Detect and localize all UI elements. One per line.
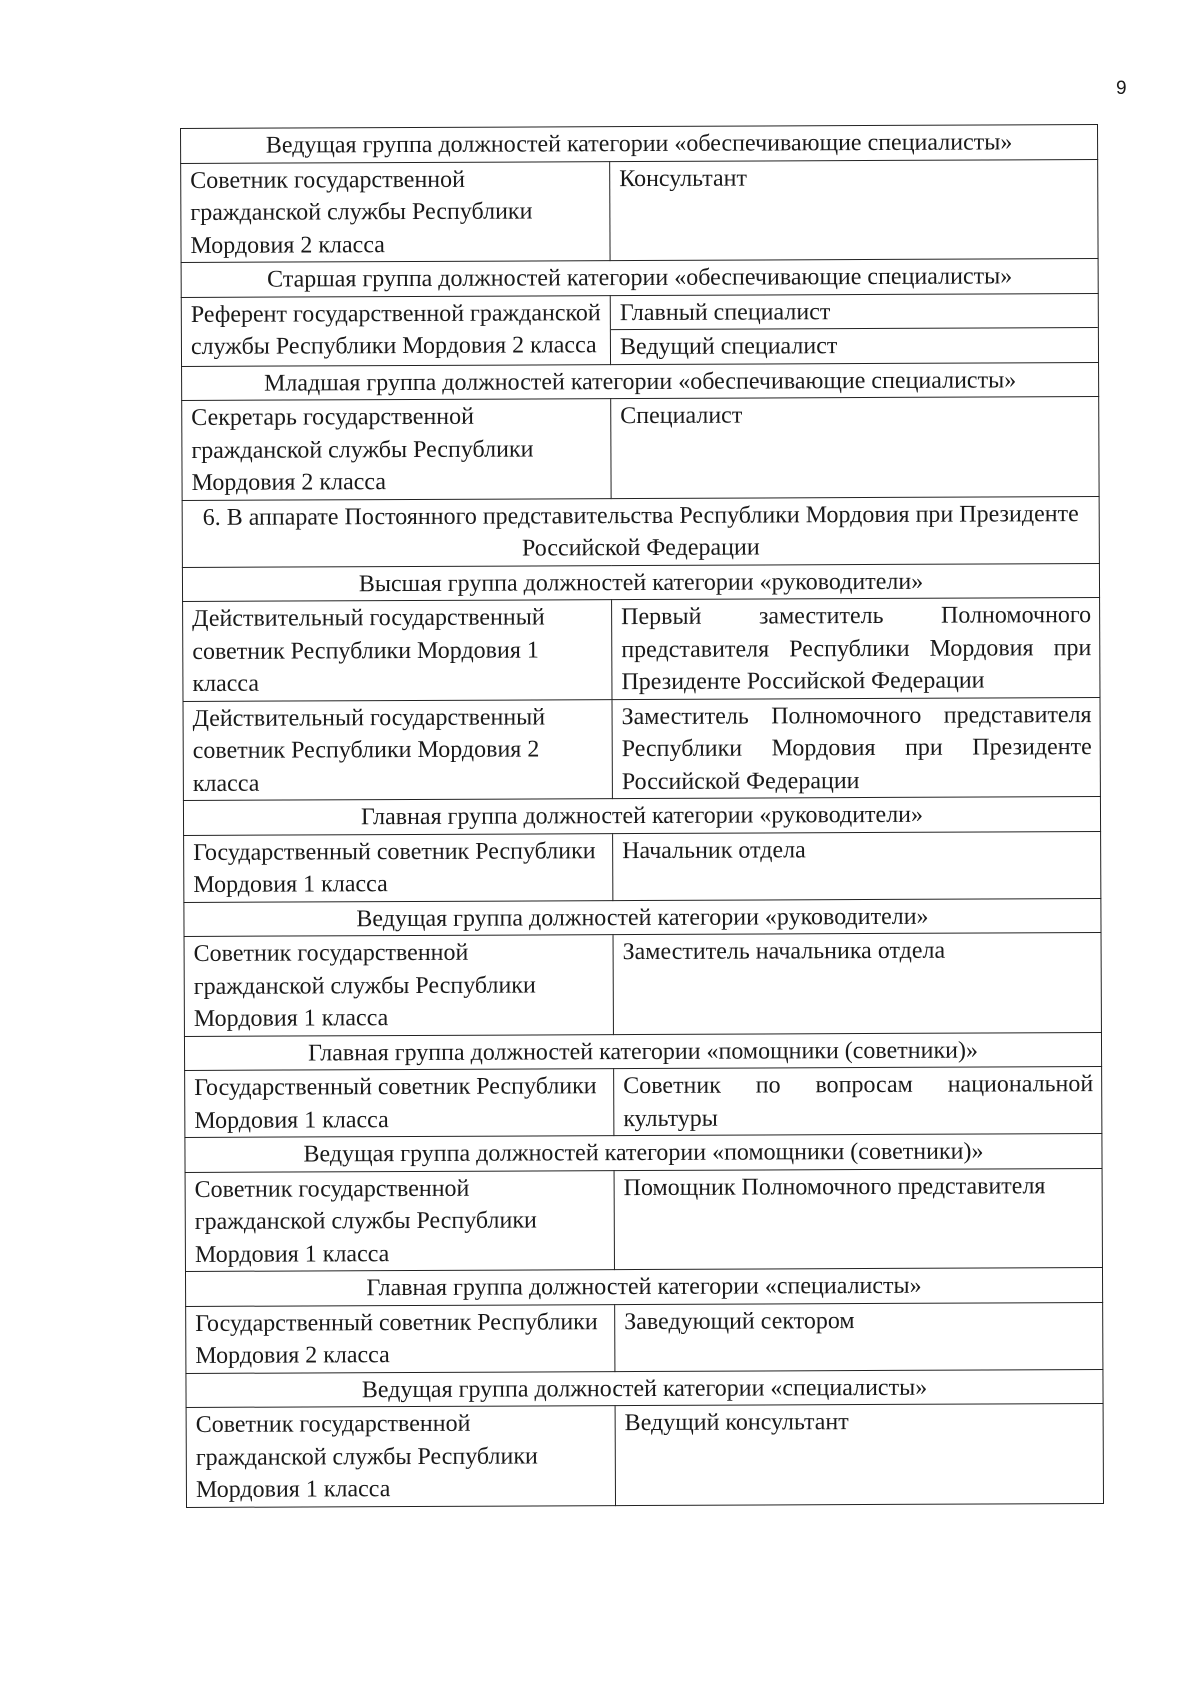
table-row (183, 597, 1100, 701)
table-row (184, 831, 1101, 902)
group-header: Старшая группа должностей категории «обеспечивающие специалисты» (181, 258, 1098, 297)
position-title: Заместитель начальника отдела (613, 932, 1101, 1034)
class-rank-cell: Действительный государственный советник Республики Мордовия 2 класса (183, 699, 612, 800)
group-header-row (185, 1133, 1102, 1172)
position-title: Заместитель Полномочного представителя Республики Мордовия при Президенте Российской Федерации (612, 697, 1100, 799)
position-title: Советник по вопросам национальной культуры (614, 1066, 1102, 1135)
class-rank-cell: Референт государственной гражданской службы Республики Мордовия 2 класса (181, 295, 610, 366)
table-row (182, 396, 1099, 500)
page-number: 9 (1116, 78, 1127, 99)
class-rank-cell: Государственный советник Республики Мордовия 2 класса (186, 1304, 615, 1373)
group-header-row (182, 362, 1099, 401)
group-header-row (182, 496, 1099, 567)
position-title: Главный специалист (619, 298, 831, 326)
table-row (185, 1066, 1102, 1137)
class-rank-cell: Советник государственной гражданской службы Республики Мордовия 1 класса (184, 935, 613, 1036)
group-header-row (182, 563, 1099, 602)
position-title: Первый заместитель Полномочного представителя Республики Мордовия при Президенте Российской Федерации (612, 597, 1100, 699)
group-header: Ведущая группа должностей категории «обеспечивающие специалисты» (181, 124, 1098, 163)
group-header: 6. В аппарате Постоянного представительства Республики Мордовия при Президенте Российской Федерации (182, 496, 1099, 567)
table-row (181, 159, 1098, 263)
group-header: Главная группа должностей категории «помощники (советники)» (184, 1032, 1101, 1071)
position-title: Заведующий сектором (615, 1302, 1103, 1371)
positions-table (180, 124, 1104, 1507)
group-header-row (181, 258, 1098, 297)
group-header: Главная группа должностей категории «специалисты» (185, 1267, 1102, 1306)
positions-table-body (181, 124, 1104, 1506)
position-cell-group (610, 293, 1098, 364)
table-row (186, 1403, 1103, 1507)
position-title: Начальник отдела (613, 831, 1101, 900)
table-row (186, 1302, 1103, 1373)
group-header: Ведущая группа должностей категории «помощники (советники)» (185, 1133, 1102, 1172)
table-row (185, 1168, 1102, 1272)
group-header: Главная группа должностей категории «руководители» (183, 796, 1100, 835)
class-rank-cell: Государственный советник Республики Мордовия 1 класса (185, 1069, 614, 1138)
class-rank-cell: Секретарь государственной гражданской службы Республики Мордовия 2 класса (182, 399, 611, 500)
group-header-row (181, 124, 1098, 163)
class-rank-cell: Государственный советник Республики Мордовия 1 класса (184, 833, 613, 902)
class-rank-cell: Действительный государственный советник Республики Мордовия 1 класса (183, 600, 612, 701)
position-title: Консультант (610, 159, 1098, 261)
group-header-row (186, 1369, 1103, 1408)
group-header: Высшая группа должностей категории «руководители» (182, 563, 1099, 602)
group-header-row (183, 796, 1100, 835)
class-rank-cell: Советник государственной гражданской службы Республики Мордовия 1 класса (185, 1170, 614, 1271)
group-header: Младшая группа должностей категории «обеспечивающие специалисты» (182, 362, 1099, 401)
position-title: Специалист (611, 396, 1099, 498)
table-row (181, 293, 1098, 366)
group-header: Ведущая группа должностей категории «руководители» (184, 898, 1101, 937)
position-title: Ведущий специалист (611, 327, 1098, 364)
group-header: Ведущая группа должностей категории «специалисты» (186, 1369, 1103, 1408)
table-row (184, 932, 1101, 1036)
class-rank-cell: Советник государственной гражданской службы Республики Мордовия 2 класса (181, 161, 610, 262)
group-header-row (185, 1267, 1102, 1306)
position-title: Помощник Полномочного представителя (614, 1168, 1102, 1270)
group-header-row (184, 1032, 1101, 1071)
position-title: Ведущий консультант (615, 1403, 1103, 1505)
group-header-row (184, 898, 1101, 937)
class-rank-cell: Советник государственной гражданской службы Республики Мордовия 1 класса (186, 1406, 615, 1507)
table-row (183, 697, 1100, 801)
